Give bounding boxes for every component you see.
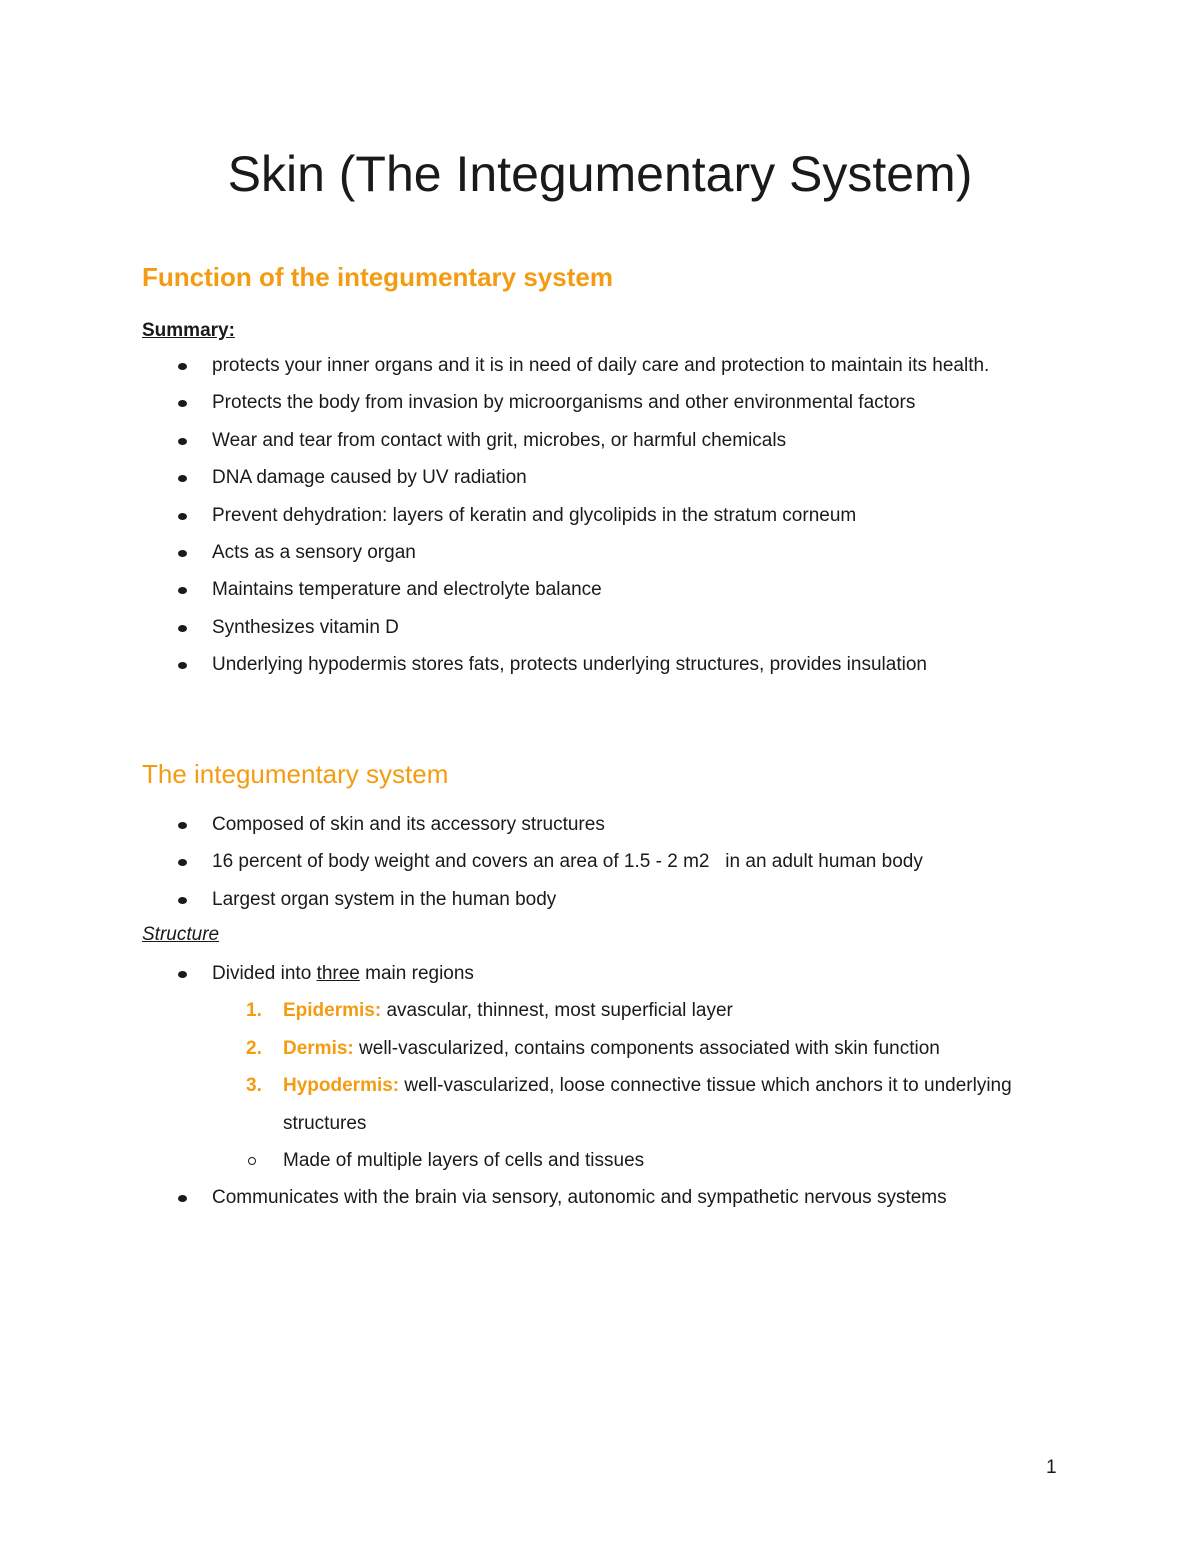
list-item: Underlying hypodermis stores fats, protects underlying structures, provides insulation <box>0 646 1200 683</box>
list-item: Synthesizes vitamin D <box>0 609 1200 646</box>
bullet-icon <box>178 859 187 866</box>
bullet-icon <box>178 822 187 829</box>
list-item: 3. Hypodermis: well-vascularized, loose connective tissue which anchors it to underlying structures <box>0 1067 1200 1142</box>
bullet-icon <box>178 513 187 520</box>
list-number: 2. <box>246 1037 262 1059</box>
bullet-icon <box>178 587 187 594</box>
list-item: Communicates with the brain via sensory, autonomic and sympathetic nervous systems <box>0 1179 1200 1216</box>
bullet-icon <box>178 1195 187 1202</box>
list-item: Made of multiple layers of cells and tissues <box>0 1142 1200 1179</box>
list-number: 3. <box>246 1075 262 1097</box>
bullet-icon <box>178 363 187 370</box>
list-item: Composed of skin and its accessory structures <box>0 806 1200 843</box>
list-item: Wear and tear from contact with grit, microbes, or harmful chemicals <box>0 422 1200 459</box>
list-item: 1. Epidermis: avascular, thinnest, most superficial layer <box>0 992 1200 1029</box>
bullet-icon <box>178 400 187 407</box>
bullet-icon <box>178 550 187 557</box>
bullet-icon <box>178 475 187 482</box>
list-item: Prevent dehydration: layers of keratin and glycolipids in the stratum corneum <box>0 497 1200 534</box>
region-term: Hypodermis: <box>283 1075 400 1097</box>
section-heading-integumentary: The integumentary system <box>142 759 449 789</box>
summary-label: Summary: <box>142 320 235 341</box>
structure-label: Structure <box>142 924 220 945</box>
page-title: Skin (The Integumentary System) <box>227 146 973 202</box>
list-item: Maintains temperature and electrolyte balance <box>0 571 1200 608</box>
list-item: Divided into three main regions <box>0 955 1200 992</box>
bullet-icon <box>178 625 187 632</box>
list-item: protects your inner organs and it is in need of daily care and protection to maintain its health. <box>0 347 1200 384</box>
bullet-icon <box>178 971 187 978</box>
bullet-icon <box>178 897 187 904</box>
page-number: 1 <box>1046 1457 1057 1478</box>
region-term: Epidermis: <box>283 1000 382 1022</box>
list-item: Largest organ system in the human body <box>0 881 1200 918</box>
list-item: 2. Dermis: well-vascularized, contains components associated with skin function <box>0 1030 1200 1067</box>
section-heading-function: Function of the integumentary system <box>142 262 613 292</box>
structure-list <box>0 955 1200 1217</box>
function-bullet-list <box>0 347 1200 684</box>
bullet-icon <box>178 662 187 669</box>
bullet-icon <box>178 438 187 445</box>
list-item: Acts as a sensory organ <box>0 534 1200 571</box>
list-number: 1. <box>246 1000 262 1022</box>
region-term: Dermis: <box>283 1037 354 1059</box>
emphasis-three: three <box>316 963 360 984</box>
list-item: 16 percent of body weight and covers an area of 1.5 - 2 m2 in an adult human body <box>0 843 1200 880</box>
circle-bullet-icon <box>248 1157 256 1165</box>
list-item: Protects the body from invasion by microorganisms and other environmental factors <box>0 384 1200 421</box>
integumentary-bullet-list <box>0 806 1200 918</box>
list-item: DNA damage caused by UV radiation <box>0 459 1200 496</box>
